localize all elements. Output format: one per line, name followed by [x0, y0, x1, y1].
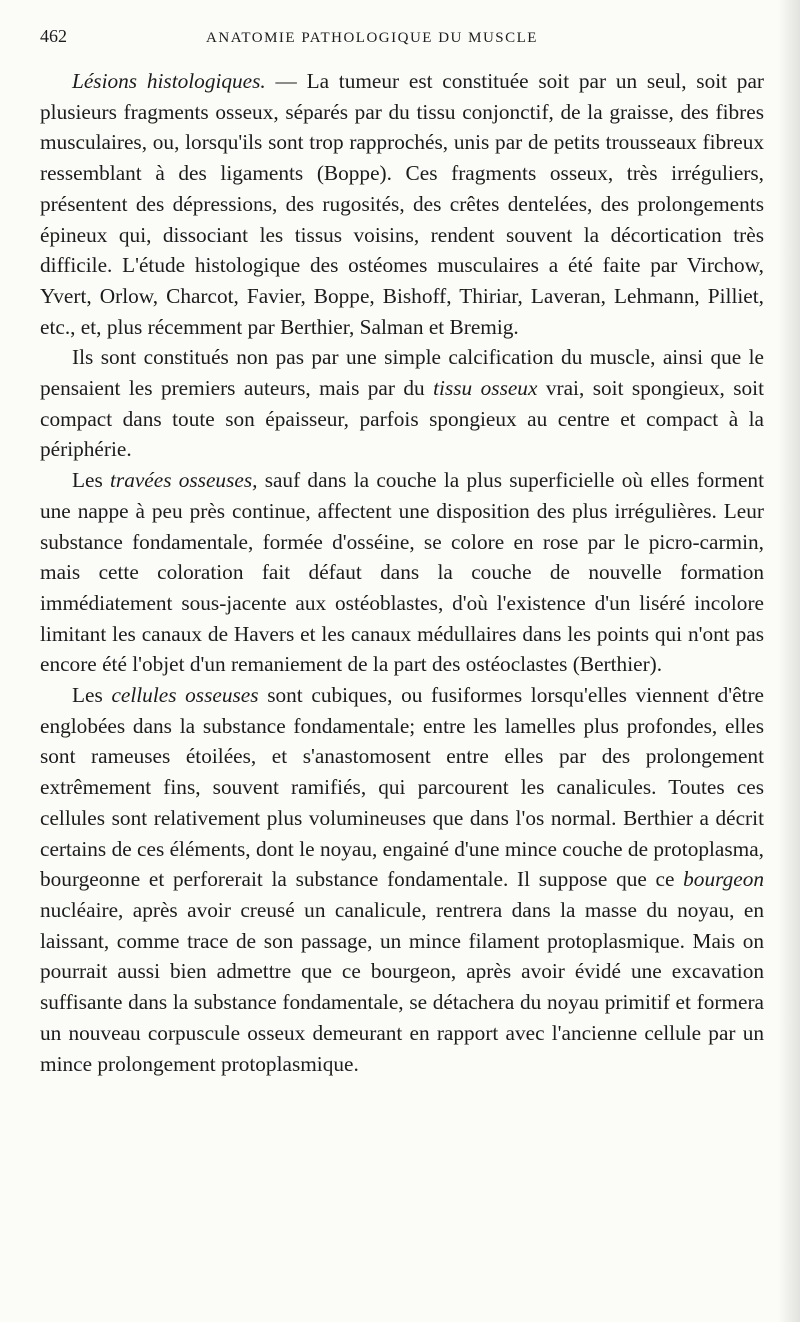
section-lead: Lésions histologiques.: [72, 69, 266, 93]
paragraph-text: sauf dans la couche la plus superficielle où elles forment une nappe à peu près continue, affectent une disposition des plus irrégulières. Leur substance fondamentale, formée d'osséine, se colore en rose par le picro-carmin, mais cette coloration fait défaut dans la couche de nouvelle formation immédiatement sous-jacente aux ostéoblastes, d'où l'existence d'un liséré incolore limitant les canaux de Havers et les canaux médullaires dans les points qui n'ont pas encore été l'objet d'un remaniement de la part des ostéoclastes (Berthier).: [40, 468, 764, 677]
italic-term: cellules osseuses: [111, 683, 259, 708]
paragraph-text: vrai, soit spongieux, soit compact dans toute son épaisseur, parfois spongieux au centre et compact à la périphérie.: [40, 376, 764, 462]
running-head: [40, 26, 764, 58]
paragraph-tissue: [40, 342, 764, 465]
paragraph-travees: [40, 465, 764, 680]
paragraph-text: Ils sont constitués non pas par une simple calcification du muscle, ainsi que le pensaient les premiers auteurs, mais par du: [40, 345, 764, 401]
paragraph-text: Les: [72, 683, 112, 708]
italic-term: bourgeon: [683, 867, 764, 892]
paragraph-text: sont cubiques, ou fusiformes lorsqu'elles viennent d'être englobées dans la substance fondamentale; entre les lamelles plus profondes, elles sont rameuses étoilées, et s'anastomosent entre elles par des prolongement extrêmement fins, souvent ramifiés, qui parcourent les canalicules. Toutes ces cellules sont relativement plus volumineuses que dans l'os normal. Berthier a décrit certains de ces éléments, dont le noyau, engainé d'une mince couche de protoplasma, bourgeonne et perforerait la substance fondamentale. Il suppose que ce: [40, 683, 764, 892]
paragraph-cellules: [40, 680, 764, 1079]
italic-term: travées osseuses,: [110, 468, 258, 493]
paragraph-text: — La tumeur est constituée soit par un seul, soit par plusieurs fragments osseux, séparés par du tissu conjonctif, de la graisse, des fibres musculaires, ou, lorsqu'ils sont trop rapprochés, unis par de petits trousseaux fibreux ressemblant à des ligaments (Boppe). Ces fragments osseux, très irréguliers, présentent des dépressions, des rugosités, des crêtes dentelées, des prolongements épineux qui, dissociant les tissus voisins, rendent souvent la décortication très difficile. L'étude histologique des ostéomes musculaires a été faite par Virchow, Yvert, Orlow, Charcot, Favier, Boppe, Bishoff, Thiriar, Laveran, Lehmann, Pilliet, etc., et, plus récemment par Berthier, Salman et Bremig.: [40, 69, 764, 339]
paragraph-text: nucléaire, après avoir creusé un canalicule, rentrera dans la masse du noyau, en laissant, comme trace de son passage, un mince filament protoplasmique. Mais on pourrait aussi bien admettre que ce bourgeon, après avoir évidé une excavation suffisante dans la substance fondamentale, se détachera du noyau primitif et formera un nouveau corpuscule osseux demeurant en rapport avec l'ancienne cellule par un mince prolongement protoplasmique.: [40, 897, 764, 1076]
paragraph-lesions: [40, 66, 764, 342]
running-title: ANATOMIE PATHOLOGIQUE DU MUSCLE: [206, 30, 538, 46]
page-number: 462: [40, 26, 67, 46]
page-edge-shadow: [778, 0, 800, 1322]
paragraph-text: Les: [72, 468, 110, 493]
italic-term: tissu osseux: [433, 376, 538, 401]
